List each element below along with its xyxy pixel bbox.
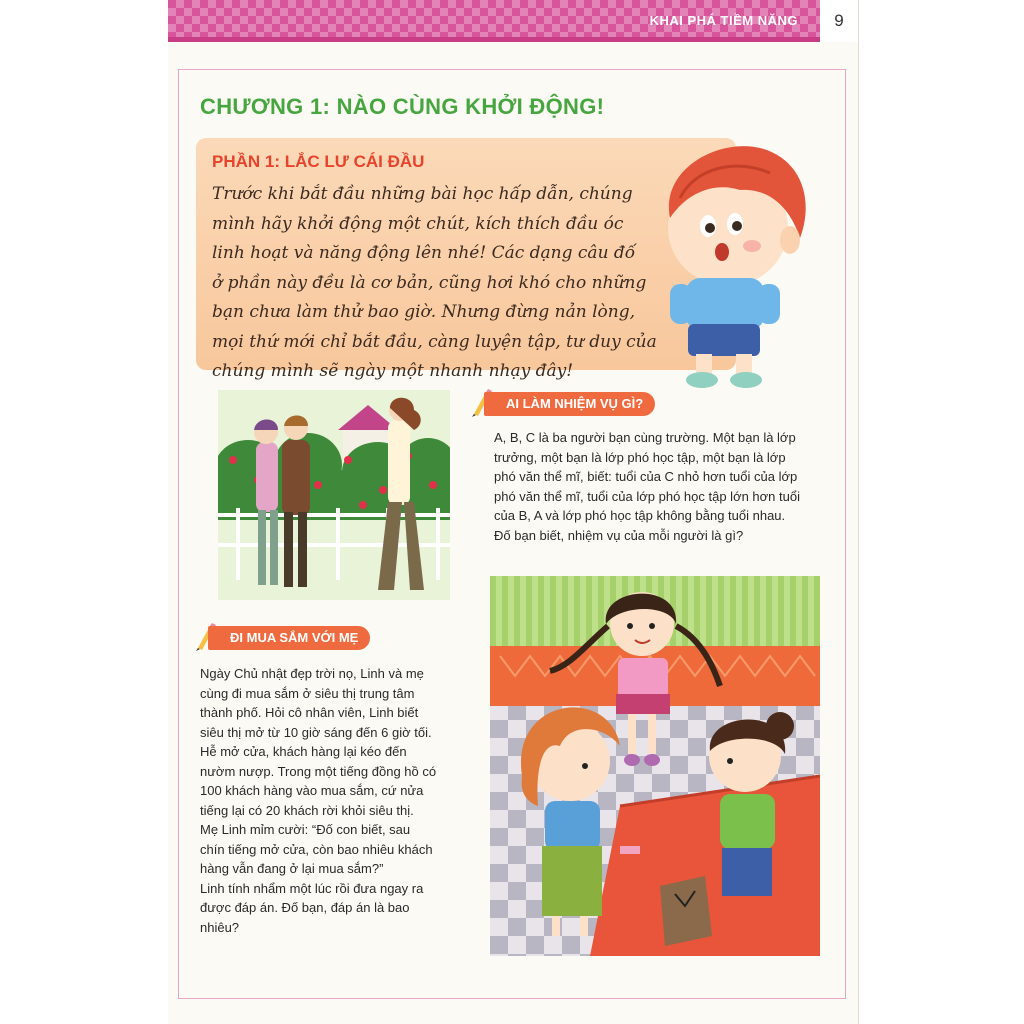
couple-illustration <box>218 390 450 600</box>
chapter-title: CHƯƠNG 1: NÀO CÙNG KHỞI ĐỘNG! <box>200 94 605 119</box>
puzzle2-line: chín tiếng mở cửa, còn bao nhiêu khách <box>200 841 433 857</box>
puzzle2-line: Mẹ Linh mỉm cười: “Đố con biết, sau <box>200 822 411 837</box>
intro-line: bạn chưa làm thử bao giờ. Nhưng đừng nản lòng, <box>212 302 635 322</box>
puzzle2-line: Linh tính nhẩm một lúc rồi đưa ngay ra <box>200 880 424 896</box>
puzzle2-line: được đáp án. Đố bạn, đáp án là bao <box>200 900 410 915</box>
puzzle1-line: của B, A và lớp phó học tập không bằng tuổi nhau. <box>494 508 786 523</box>
intro-text <box>212 180 682 387</box>
puzzle1-title: AI LÀM NHIỆM VỤ GÌ? <box>484 392 655 416</box>
intro-line: Trước khi bắt đầu những bài học hấp dẫn, chúng <box>212 184 633 204</box>
puzzle2-line: 100 khách hàng vào mua sắm, cứ nửa <box>200 783 424 798</box>
puzzle2-line: siêu thị mở từ 10 giờ sáng đến 6 giờ tối. <box>200 724 432 740</box>
shopping-illustration <box>490 576 820 956</box>
puzzle2-line: Ngày Chủ nhật đẹp trời nọ, Linh và mẹ <box>200 666 424 681</box>
puzzle2-title: ĐI MUA SẮM VỚI MẸ <box>208 626 370 650</box>
puzzle2-line: nhiêu? <box>200 919 240 935</box>
page-number: 9 <box>820 0 858 42</box>
puzzle2-line: hàng vẫn đang ở lại mua sắm?” <box>200 861 384 876</box>
puzzle1-line: phó văn thể mĩ, tuổi của lớp phó học tập lớn hơn tuổi <box>494 488 800 504</box>
intro-line: linh hoạt và năng động lên nhé! Các dạng câu đố <box>212 243 636 263</box>
boy-illustration <box>640 128 820 398</box>
intro-line: ở phần này đều là cơ bản, cũng hơi khó cho những <box>212 272 647 293</box>
puzzle2-line: nườm nượp. Trong một tiếng đồng hồ có <box>200 763 437 779</box>
puzzle2-line: tiếng lại có 20 khách rời khỏi siêu thị. <box>200 802 414 818</box>
section-title: PHẦN 1: LẮC LƯ CÁI ĐẦU <box>212 152 425 171</box>
puzzle2-line: Hễ mở cửa, khách hàng lại kéo đến <box>200 744 407 759</box>
puzzle1-line: Đố bạn biết, nhiệm vụ của mỗi người là gì? <box>494 527 744 543</box>
puzzle2-line: thành phố. Hỏi cô nhân viên, Linh biết <box>200 705 419 720</box>
intro-line: mình hãy khởi động một chút, kích thích đầu óc <box>212 213 624 234</box>
intro-line: chúng mình sẽ ngày một nhanh nhạy đây! <box>212 361 574 381</box>
puzzle1-text <box>494 428 824 545</box>
running-head: KHAI PHÁ TIỀM NĂNG <box>649 13 798 28</box>
puzzle1-line: phó văn thể mĩ, biết: tuổi của C nhỏ hơn tuổi của lớp <box>494 469 798 484</box>
puzzle2-line: cùng đi mua sắm ở siêu thị trung tâm <box>200 685 415 701</box>
puzzle2-text <box>200 664 460 937</box>
puzzle1-line: A, B, C là ba người bạn cùng trường. Một bạn là lớp <box>494 430 796 445</box>
puzzle1-line: trưởng, một bạn là lớp phó học tập, một bạn là lớp <box>494 449 786 465</box>
intro-line: mọi thứ mới chỉ bắt đầu, càng luyện tập, tư duy của <box>212 331 657 352</box>
